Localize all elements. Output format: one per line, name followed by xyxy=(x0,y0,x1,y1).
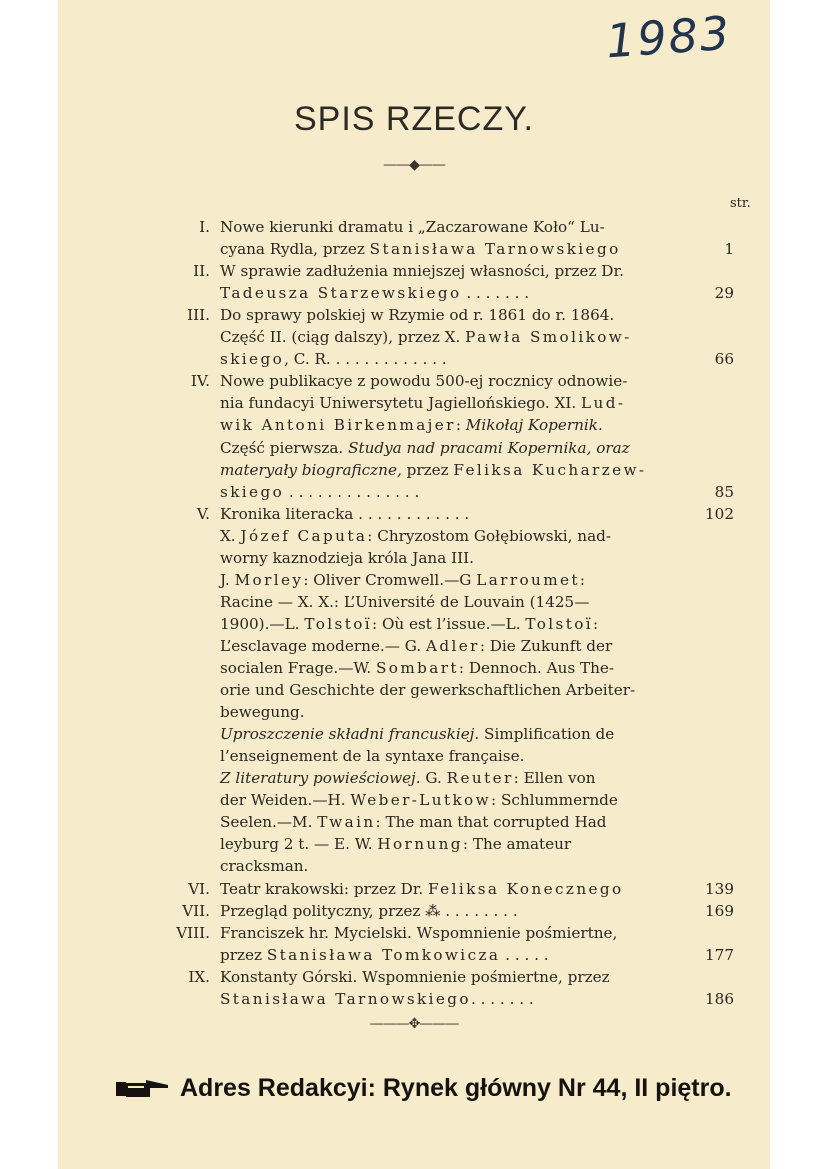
entry-text: 1900).—L. xyxy=(220,614,305,633)
entry-text: przez xyxy=(401,460,454,479)
entry-number: I. xyxy=(199,218,210,236)
page-column-label: str. xyxy=(730,196,751,211)
entry-line xyxy=(220,437,630,459)
entry-line xyxy=(220,944,549,966)
entry-text: orie und Geschichte der gewerkschaftlichen Arbeiter- xyxy=(220,681,636,700)
entry-line xyxy=(220,635,612,657)
entry-text: Simplification de xyxy=(479,725,615,744)
entry-text: L’esclavage moderne.— G. xyxy=(220,636,427,655)
entry-line xyxy=(220,216,605,238)
entry-text: Seelen.—M. xyxy=(220,813,318,832)
bottom-ornament: ———✥——— xyxy=(369,1016,459,1032)
entry-text: , C. R. . . . . . . . . . . . . xyxy=(284,350,447,369)
entry-page-number: 169 xyxy=(705,901,734,920)
entry-text: : Schlummernde xyxy=(491,791,618,810)
entry-line xyxy=(220,789,618,811)
entry-text: cracksman. xyxy=(220,857,309,876)
entry-text: Franciszek hr. Mycielski. Wspomnienie pośmiertne, xyxy=(220,923,618,942)
entry-text: Mikołaj Kopernik. xyxy=(465,416,603,435)
entry-line xyxy=(220,326,632,348)
entry-text: Sombart xyxy=(376,659,459,677)
entry-text: : xyxy=(455,416,466,435)
entry-text: der Weiden.—H. xyxy=(220,791,351,810)
entry-line xyxy=(220,569,585,591)
entry-text: Teatr krakowski: przez Dr. xyxy=(220,879,429,898)
entry-page-number: 1 xyxy=(724,240,734,259)
entry-line xyxy=(220,988,534,1010)
entry-line xyxy=(220,878,624,900)
entry-text: : The man that corrupted Had xyxy=(375,813,607,832)
entry-line xyxy=(220,900,518,922)
entry-text: J. xyxy=(220,570,235,589)
entry-line xyxy=(220,481,419,503)
entry-line xyxy=(220,811,606,833)
entry-text: Studya nad pracami Kopernika, oraz xyxy=(348,438,630,457)
entry-text: . . . . . . . xyxy=(470,989,534,1008)
entry-text: : The amateur xyxy=(462,835,572,854)
entry-line xyxy=(220,414,603,436)
entry-text: skiego xyxy=(220,482,285,501)
entry-number: IV. xyxy=(190,372,210,391)
entry-text: : xyxy=(593,614,599,633)
entry-text: Przegląd polityczny, przez ⁂ . . . . . . . . xyxy=(220,901,518,920)
entry-text: Nowe kierunki dramatu i „Zaczarowane Koło“ Lu- xyxy=(220,218,605,236)
entry-page-number: 186 xyxy=(705,989,734,1008)
entry-line xyxy=(220,657,614,679)
entry-text: Weber-Lutkow xyxy=(350,791,491,810)
entry-line xyxy=(220,966,610,988)
entry-line xyxy=(220,282,529,304)
entry-text: Lud- xyxy=(581,394,626,413)
entry-text: Feliksa Kucharzew- xyxy=(453,460,647,479)
entry-line xyxy=(220,304,614,326)
entry-line xyxy=(220,701,305,723)
entry-text: . . . . . . . . . . . . . . xyxy=(284,482,420,501)
entry-text: . . . . . . . xyxy=(461,284,530,303)
entry-text: Pawła Smolikow- xyxy=(465,328,632,347)
entry-text: Stanisława Tarnowskiego xyxy=(369,240,621,259)
entry-text: : Ellen von xyxy=(513,769,596,788)
entry-line xyxy=(220,745,524,767)
entry-text: Larroumet xyxy=(476,570,580,589)
entry-page-number: 85 xyxy=(714,482,734,501)
entry-number: VI. xyxy=(188,879,210,898)
entry-text: : Chryzostom Gołębiowski, nad- xyxy=(367,526,611,545)
entry-number: VII. xyxy=(182,901,210,920)
entry-text: Adler xyxy=(426,636,480,655)
pointing-hand-icon xyxy=(116,1077,170,1101)
entry-text: materyały biograficzne, xyxy=(220,460,402,479)
entry-text: : Oliver Cromwell.—G xyxy=(303,570,477,589)
entry-text: Racine — X. X.: L’Université de Louvain (1425— xyxy=(220,592,590,611)
entry-line xyxy=(220,547,474,569)
entry-text: socialen Frage.—W. xyxy=(220,659,376,677)
entry-text: bewegung. xyxy=(220,703,305,722)
entry-page-number: 29 xyxy=(714,284,734,303)
entry-number: V. xyxy=(196,504,210,523)
entry-text: Część II. (ciąg dalszy), przez X. xyxy=(220,328,466,347)
entry-page-number: 177 xyxy=(705,945,734,964)
document-page xyxy=(58,0,770,1169)
entry-text: Stanisława Tomkowicza xyxy=(266,945,501,964)
entry-line xyxy=(220,679,635,701)
entry-text: Konstanty Górski. Wspomnienie pośmiertne, przez xyxy=(220,967,610,986)
entry-text: wik Antoni Birkenmajer xyxy=(220,416,456,435)
entry-text: Kronika literacka . . . . . . . . . . . . xyxy=(220,504,470,523)
entry-text: Do sprawy polskiej w Rzymie od r. 1861 do r. 1864. xyxy=(220,306,615,325)
entry-line xyxy=(220,525,611,547)
entry-text: Twain xyxy=(317,813,376,832)
entry-text: : Die Zukunft der xyxy=(479,636,613,655)
entry-text: W sprawie zadłużenia mniejszej własności, przez Dr. xyxy=(220,262,624,281)
entry-line xyxy=(220,238,621,260)
entry-text: Morley xyxy=(234,570,304,589)
entry-text: . . . . . xyxy=(500,945,549,964)
entry-line xyxy=(220,723,614,745)
entry-text: nia fundacyi Uniwersytetu Jagiellońskiego. XI. xyxy=(220,394,582,413)
entry-line xyxy=(220,459,646,481)
entry-text: przez xyxy=(220,945,267,964)
page-title: SPIS RZECZY. xyxy=(294,100,534,138)
entry-page-number: 102 xyxy=(705,504,734,523)
entry-page-number: 139 xyxy=(705,879,734,898)
entry-number: II. xyxy=(193,262,210,281)
entry-text: Tolstoï xyxy=(525,614,594,633)
entry-line xyxy=(220,833,571,855)
entry-text: : Où est l’issue.—L. xyxy=(372,614,526,633)
entry-text: Hornung xyxy=(377,835,463,854)
entry-line xyxy=(220,348,447,370)
entry-text: leyburg 2 t. — E. W. xyxy=(220,835,378,854)
entry-text: Uproszczenie składni francuskiej. xyxy=(220,725,480,744)
entry-line xyxy=(220,260,624,282)
top-ornament: ——◆—— xyxy=(383,157,445,173)
entry-line xyxy=(220,855,308,877)
entry-number: III. xyxy=(187,306,210,325)
entry-text: skiego xyxy=(220,350,285,369)
entry-line xyxy=(220,591,589,613)
entry-text: Z literatury powieściowej. xyxy=(220,769,421,788)
entry-number: VIII. xyxy=(176,923,210,942)
entry-text: Stanisława Tarnowskiego xyxy=(220,989,471,1008)
entry-text: Józef Caputa xyxy=(240,526,368,545)
entry-text: G. xyxy=(420,769,447,788)
entry-line xyxy=(220,922,617,944)
entry-line xyxy=(220,613,598,635)
entry-line xyxy=(220,392,625,414)
footer-text: Adres Redakcyi: Rynek główny Nr 44, II piętro. xyxy=(180,1074,732,1102)
entry-line xyxy=(220,503,469,525)
entry-line xyxy=(220,370,627,392)
entry-text: worny kaznodzieja króla Jana III. xyxy=(220,548,474,567)
entry-text: Feliksa Konecznego xyxy=(428,879,624,898)
entry-text: Nowe publikacye z powodu 500-ej rocznicy odnowie- xyxy=(220,372,628,391)
entry-line xyxy=(220,767,596,789)
handwritten-number: 1983 xyxy=(604,5,733,69)
entry-text: X. xyxy=(220,526,241,545)
entry-text: Tolstoï xyxy=(304,614,372,633)
entry-text: Tadeusza Starzewskiego xyxy=(220,284,462,303)
editorial-address xyxy=(116,1074,732,1103)
entry-text: cyana Rydla, przez xyxy=(220,240,370,259)
entry-text: Część pierwsza. xyxy=(220,438,349,457)
entry-text: l’enseignement de la syntaxe française. xyxy=(220,747,525,766)
entry-text: : xyxy=(579,570,586,589)
entry-number: IX. xyxy=(188,967,210,986)
entry-page-number: 66 xyxy=(714,350,734,369)
entry-text: : Dennoch. Aus The- xyxy=(458,659,615,677)
entry-text: Reuter xyxy=(446,769,514,788)
